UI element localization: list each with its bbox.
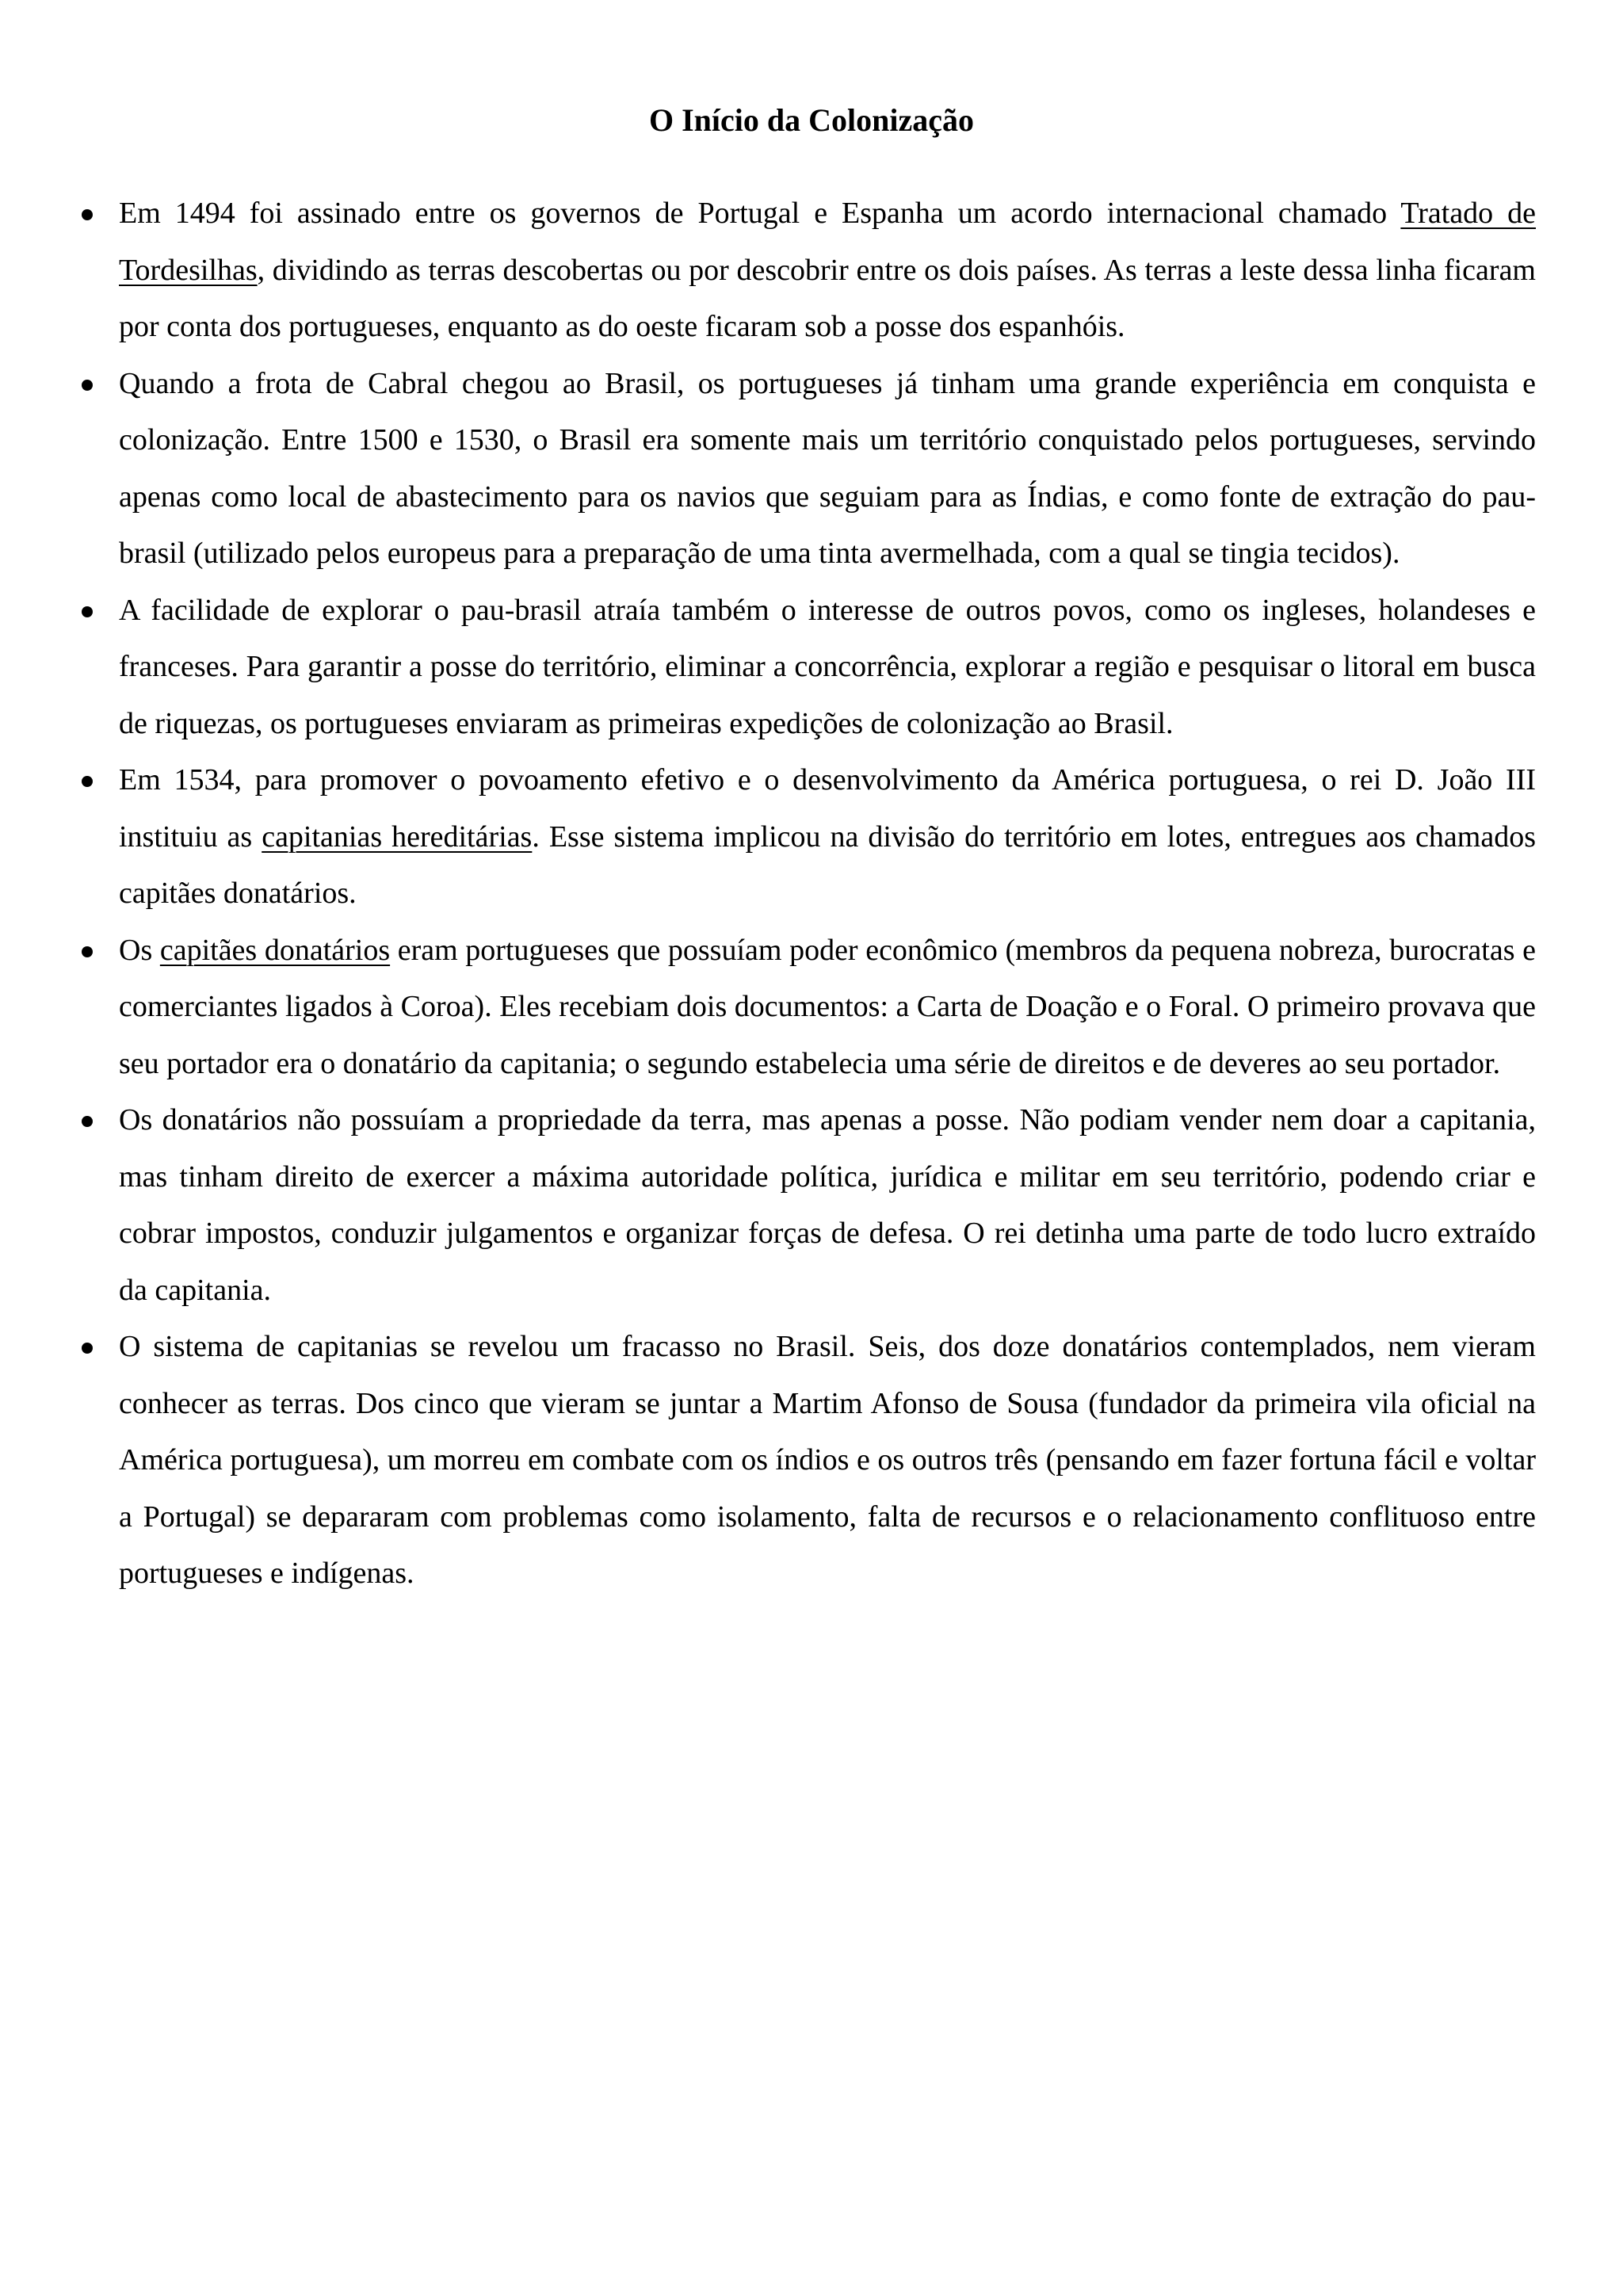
list-item (119, 923, 1536, 1093)
paragraph-text: Em 1534, para promover o povoamento efetivo e o desenvolvimento da América portuguesa, o rei D. João III instituiu as (119, 763, 1536, 854)
paragraph-text: A facilidade de explorar o pau-brasil atraía também o interesse de outros povos, como os ingleses, holandeses e franceses. Para garantir a posse do território, eliminar a concorrência, explorar a região e pesquisar o litoral em busca de riquezas, os portugueses enviaram as primeiras expedições de colonização ao Brasil. (119, 593, 1536, 740)
underlined-term-capitaes-donatarios: capitães donatários (159, 933, 391, 967)
paragraph-text: Os (119, 933, 160, 967)
underlined-term-capitanias-hereditarias: capitanias hereditárias (262, 819, 533, 854)
bullet-icon (82, 776, 93, 787)
paragraph-text: O sistema de capitanias se revelou um fracasso no Brasil. Seis, dos doze donatários contemplados, nem vieram conhecer as terras. Dos cinco que vieram se juntar a Martim Afonso de Sousa (fundador da primeira vila oficial na América portuguesa), um morreu em combate com os índios e os outros três (pensando em fazer fortuna fácil e voltar a Portugal) se depararam com problemas como isolamento, falta de recursos e o relacionamento conflituoso entre portugueses e indígenas. (119, 1330, 1536, 1590)
bullet-icon (82, 380, 93, 391)
list-item (119, 583, 1536, 753)
paragraph-text: , dividindo as terras descobertas ou por descobrir entre os dois países. As terras a leste dessa linha ficaram por conta dos portugueses, enquanto as do oeste ficaram sob a posse dos espanhóis. (119, 253, 1536, 343)
list-item (119, 185, 1536, 356)
bullet-icon (82, 1116, 93, 1127)
paragraph-text: . Esse sistema implicou na divisão do território em lotes, entregues aos chamados capitães donatários. (119, 819, 1536, 910)
list-item (119, 356, 1536, 583)
bullet-list (119, 185, 1536, 1603)
bullet-icon (82, 209, 93, 220)
paragraph-text: Quando a frota de Cabral chegou ao Brasil, os portugueses já tinham uma grande experiência em conquista e colonização. Entre 1500 e 1530, o Brasil era somente mais um território conquistado pelos portugueses, servindo apenas como local de abastecimento para os navios que seguiam para as Índias, e como fonte de extração do pau-brasil (utilizado pelos europeus para a preparação de uma tinta avermelhada, com a qual se tingia tecidos). (119, 366, 1536, 570)
paragraph-text: Os donatários não possuíam a propriedade da terra, mas apenas a posse. Não podiam vender nem doar a capitania, mas tinham direito de exercer a máxima autoridade política, jurídica e militar em seu território, podendo criar e cobrar impostos, conduzir julgamentos e organizar forças de defesa. O rei detinha uma parte de todo lucro extraído da capitania. (119, 1103, 1536, 1307)
page-title: O Início da Colonização (648, 102, 975, 138)
bullet-icon (82, 1343, 93, 1354)
bullet-icon (82, 606, 93, 617)
list-item (119, 1319, 1536, 1603)
paragraph-text: Em 1494 foi assinado entre os governos de Portugal e Espanha um acordo internacional chamado (119, 197, 1401, 230)
bullet-icon (82, 946, 93, 957)
list-item (119, 752, 1536, 923)
paragraph-text: eram portugueses que possuíam poder econômico (membros da pequena nobreza, burocratas e comerciantes ligados à Coroa). Eles recebiam dois documentos: a Carta de Doação e o Foral. O primeiro provava que seu portador era o donatário da capitania; o segundo estabelecia uma série de direitos e de deveres ao seu portador. (119, 933, 1536, 1080)
list-item (119, 1092, 1536, 1319)
underlined-term-tratado-de-tordesilhas: Tratado de Tordesilhas (119, 197, 1537, 287)
